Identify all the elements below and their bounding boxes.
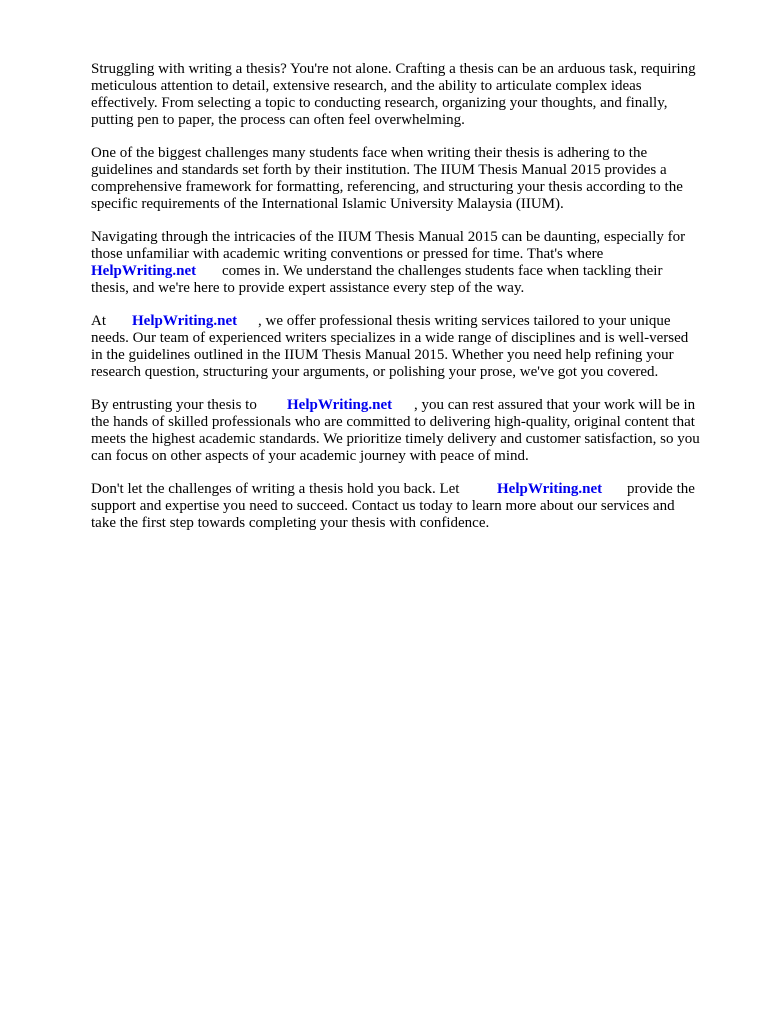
- text-line: At: [91, 313, 106, 329]
- text-line: those unfamiliar with academic writing conventions or pressed for time. That's where: [91, 246, 604, 262]
- text-line: can focus on other aspects of your academic journey with peace of mind.: [91, 448, 529, 464]
- text-line: the hands of skilled professionals who are committed to delivering high-quality, original content that: [91, 414, 695, 430]
- text-line: comes in. We understand the challenges students face when tackling their: [222, 263, 663, 279]
- text-line: putting pen to paper, the process can often feel overwhelming.: [91, 112, 465, 128]
- text-line: By entrusting your thesis to: [91, 397, 257, 413]
- text-line: thesis, and we're here to provide expert assistance every step of the way.: [91, 280, 525, 296]
- text-line: Navigating through the intricacies of the IIUM Thesis Manual 2015 can be daunting, especially for: [91, 229, 686, 245]
- text-line: support and expertise you need to succeed. Contact us today to learn more about our services and: [91, 498, 675, 514]
- text-line: , we offer professional thesis writing services tailored to your unique: [258, 313, 671, 329]
- helpwriting-link[interactable]: HelpWriting.net: [497, 481, 603, 497]
- helpwriting-link[interactable]: HelpWriting.net: [132, 313, 238, 329]
- text-line: provide the: [627, 481, 695, 497]
- text-line: effectively. From selecting a topic to conducting research, organizing your thoughts, and finally,: [91, 95, 668, 111]
- text-line: needs. Our team of experienced writers specializes in a wide range of disciplines and is well-versed: [91, 330, 689, 346]
- text-line: Struggling with writing a thesis? You're not alone. Crafting a thesis can be an arduous task, requiring: [91, 61, 696, 77]
- text-line: research question, structuring your arguments, or polishing your prose, we've got you covered.: [91, 364, 659, 380]
- text-line: take the first step towards completing your thesis with confidence.: [91, 515, 490, 531]
- text-line: Don't let the challenges of writing a thesis hold you back. Let: [91, 481, 460, 497]
- text-line: One of the biggest challenges many students face when writing their thesis is adhering to the: [91, 145, 648, 161]
- text-line: meets the highest academic standards. We prioritize timely delivery and customer satisfaction, so you: [91, 431, 700, 447]
- text-line: comprehensive framework for formatting, referencing, and structuring your thesis according to the: [91, 179, 683, 195]
- text-line: , you can rest assured that your work will be in: [414, 397, 696, 413]
- text-line: specific requirements of the International Islamic University Malaysia (IIUM).: [91, 196, 564, 212]
- helpwriting-link[interactable]: HelpWriting.net: [91, 263, 197, 279]
- text-line: meticulous attention to detail, extensive research, and the ability to articulate complex ideas: [91, 78, 642, 94]
- text-line: in the guidelines outlined in the IIUM Thesis Manual 2015. Whether you need help refining your: [91, 347, 674, 363]
- text-line: guidelines and standards set forth by their institution. The IIUM Thesis Manual 2015 provides a: [91, 162, 667, 178]
- helpwriting-link[interactable]: HelpWriting.net: [287, 397, 393, 413]
